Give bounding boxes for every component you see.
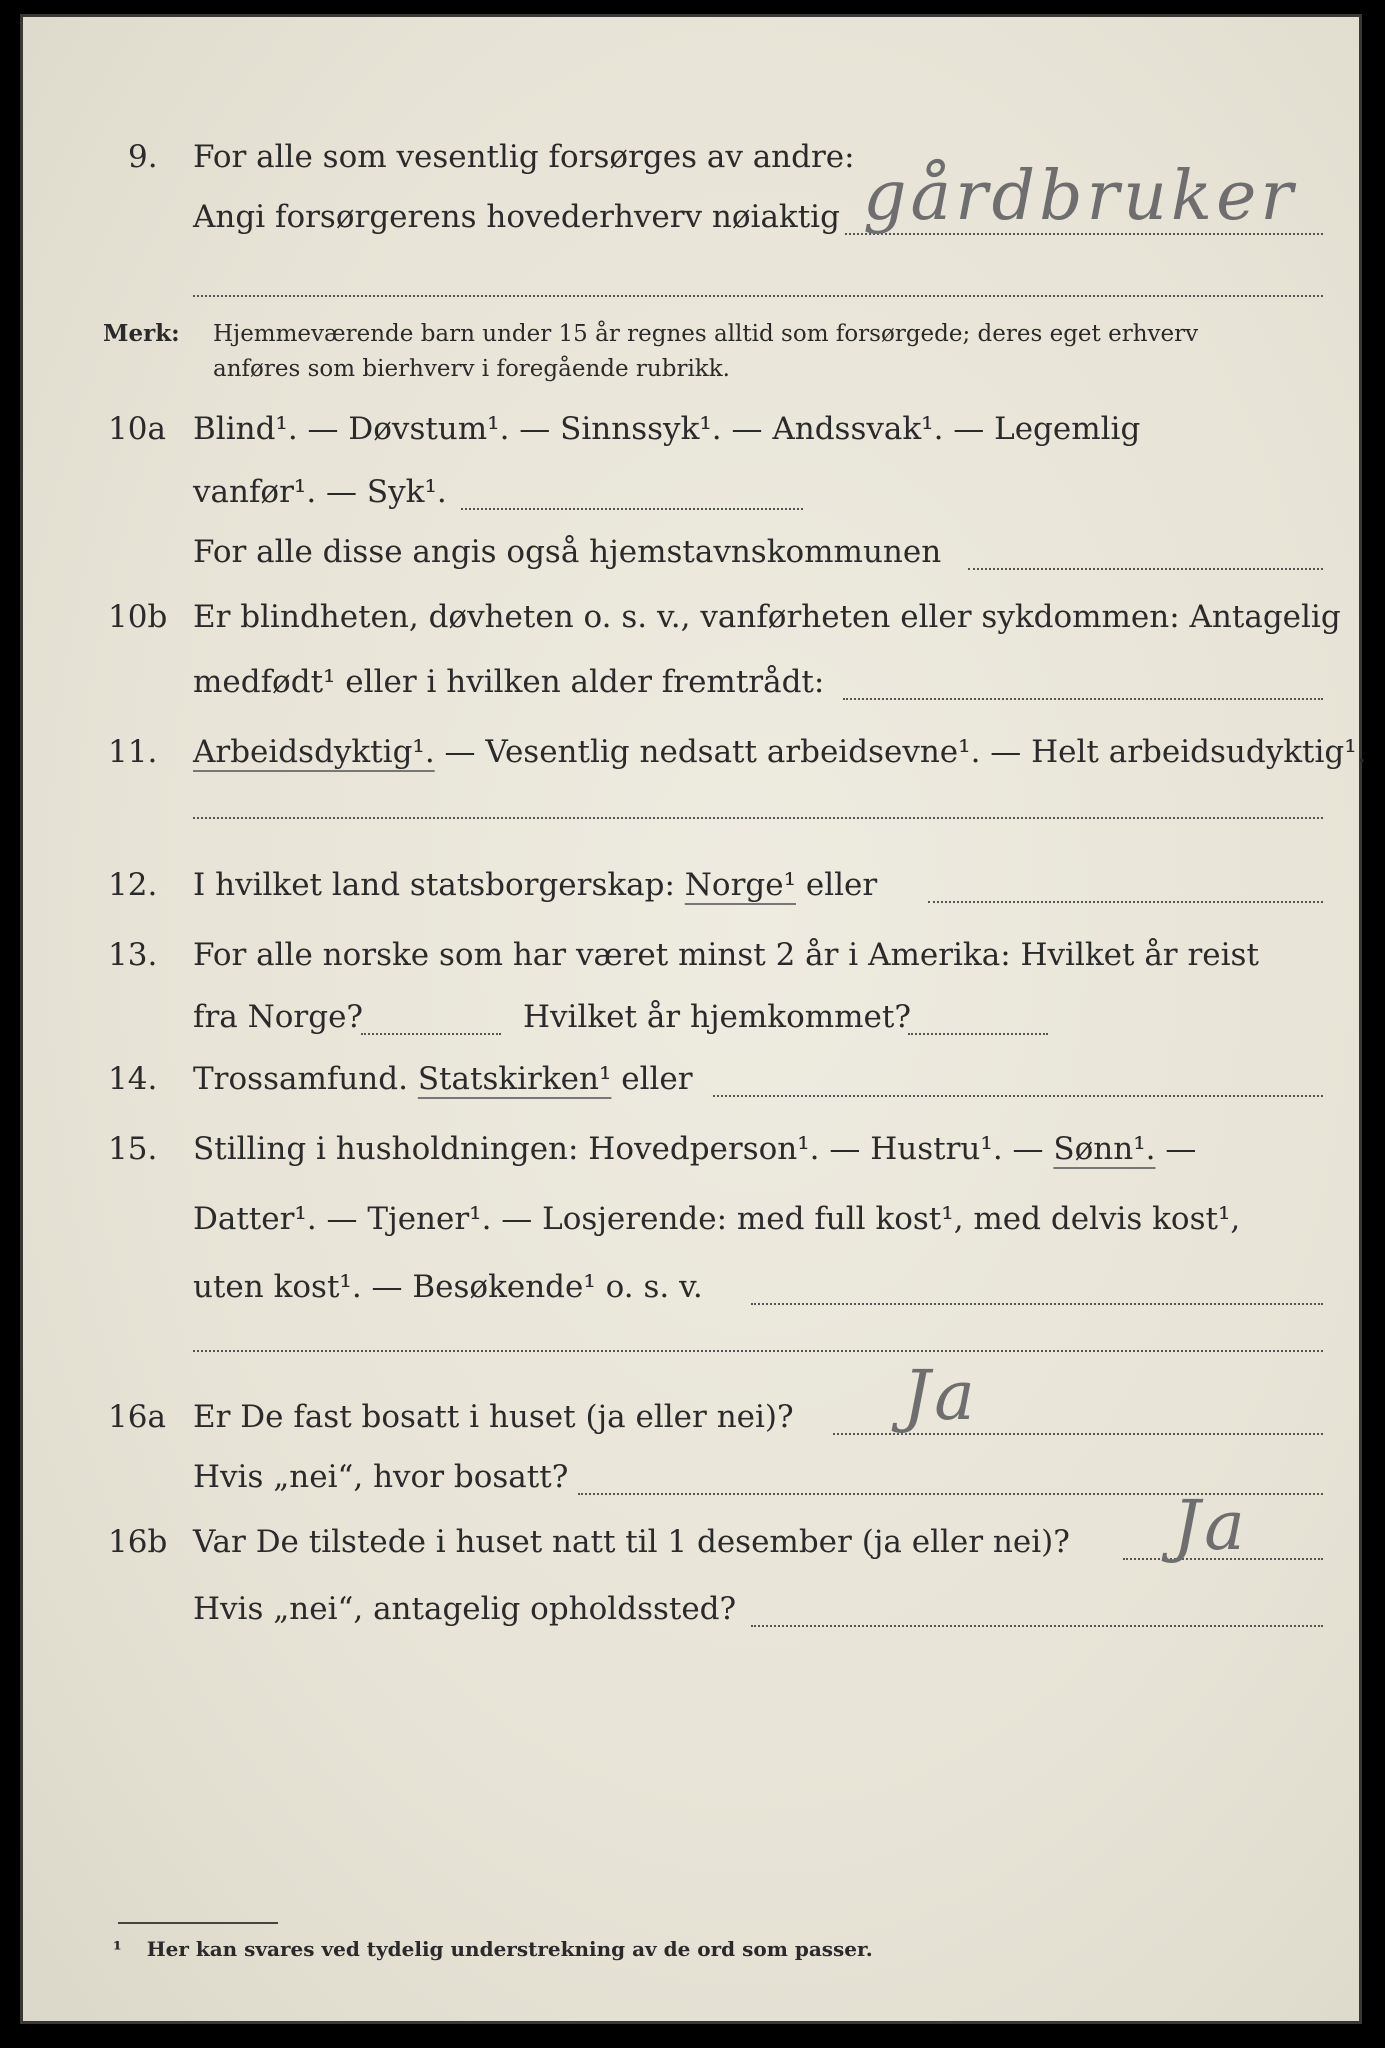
q13-line2: [23, 997, 1359, 1037]
q10a-hometown-line[interactable]: [968, 568, 1323, 570]
q11-text: [193, 732, 1367, 772]
q16b-text-2: Hvis „nei“, antagelig opholdssted?: [193, 1591, 737, 1627]
q15-selected-option: Sønn¹.: [1053, 1131, 1156, 1167]
q16b-number: 16b: [108, 1524, 168, 1560]
q14-prefix: Trossamfund.: [193, 1061, 418, 1097]
q16a-text-2: Hvis „nei“, hvor bosatt?: [193, 1459, 569, 1495]
q10a-number: 10a: [108, 411, 166, 447]
q15-line1: [23, 1129, 1359, 1169]
q15-extra-line[interactable]: [193, 1350, 1323, 1352]
q16a-line2: [23, 1457, 1359, 1497]
q15-answer-line[interactable]: [751, 1303, 1323, 1305]
footnote-rule: [118, 1922, 278, 1924]
q15-text-3: uten kost¹. — Besøkende¹ o. s. v.: [193, 1269, 703, 1305]
q11-line: [23, 732, 1367, 772]
q9-handwritten-answer: gårdbruker: [863, 157, 1297, 236]
q9-text-2: Angi forsørgerens hovederhverv nøiaktig: [193, 199, 840, 235]
q13-text-2a: fra Norge?: [193, 999, 364, 1035]
q16a-handwritten-answer: Ja: [903, 1357, 979, 1436]
q11-selected-option: Arbeidsdyktig¹.: [193, 734, 435, 770]
footnote-mark: ¹: [113, 1937, 122, 1961]
q13-return-line[interactable]: [908, 1033, 1048, 1035]
q15-options-a: Stilling i husholdningen: Hovedperson¹. — Hustru¹. —: [193, 1131, 1054, 1167]
q10b-line2: [23, 662, 1359, 702]
q14-text: [193, 1059, 693, 1099]
q16b-line2: [23, 1589, 1359, 1629]
q15-number: 15.: [108, 1131, 158, 1167]
merk-line2: [23, 349, 1359, 389]
q13-text-1: For alle norske som har været minst 2 år i Amerika: Hvilket år reist: [193, 937, 1259, 973]
q12-number: 12.: [108, 867, 158, 903]
q16a-number: 16a: [108, 1399, 166, 1435]
q9-extra-line[interactable]: [193, 295, 1323, 297]
q13-departure-line[interactable]: [361, 1033, 501, 1035]
q15-line3: [23, 1267, 1359, 1307]
footnote-text: Her kan svares ved tydelig understrekning av de ord som passer.: [146, 1937, 873, 1961]
q10a-line3: [23, 532, 1359, 572]
q12-text: [193, 865, 877, 905]
q10a-text-3: For alle disse angis også hjemstavnskommunen: [193, 534, 942, 570]
q13-line1: [23, 935, 1359, 975]
q16b-handwritten-answer: Ja: [1173, 1487, 1249, 1566]
q10b-line1: [23, 597, 1359, 637]
q14-answer-line[interactable]: [713, 1095, 1323, 1097]
q14-line: [23, 1059, 1359, 1099]
q10a-text-1: Blind¹. — Døvstum¹. — Sinnssyk¹. — Andssvak¹. — Legemlig: [193, 411, 1141, 447]
q15-line2: [23, 1199, 1359, 1239]
q12-prefix: I hvilket land statsborgerskap:: [193, 867, 685, 903]
q12-suffix: eller: [796, 867, 878, 903]
q13-text-2b: Hvilket år hjemkommet?: [523, 999, 911, 1035]
q15-text-2: Datter¹. — Tjener¹. — Losjerende: med full kost¹, med delvis kost¹,: [193, 1201, 1241, 1237]
q13-number: 13.: [108, 937, 158, 973]
q16b-line1: [23, 1522, 1359, 1562]
q11-extra-line[interactable]: [193, 817, 1323, 819]
q16a-line1: [23, 1397, 1359, 1437]
q15-text-1: [193, 1129, 1196, 1169]
q12-selected-option: Norge¹: [684, 867, 797, 903]
merk-text-1: Hjemmeværende barn under 15 år regnes alltid som forsørgede; deres eget erhverv: [213, 321, 1199, 347]
census-form-page: [20, 14, 1367, 2024]
q14-selected-option: Statskirken¹: [417, 1061, 612, 1097]
merk-label: Merk:: [103, 320, 180, 347]
q10b-text-2: medfødt¹ eller i hvilken alder fremtrådt:: [193, 664, 825, 700]
q10b-number: 10b: [108, 599, 168, 635]
merk-text-2: anføres som bierhverv i foregående rubrikk.: [213, 356, 730, 382]
q10a-line2: [23, 472, 1359, 512]
q9-number: 9.: [128, 139, 158, 175]
q16b-text-1: Var De tilstede i huset natt til 1 desember (ja eller nei)?: [193, 1524, 1070, 1560]
q14-suffix: eller: [611, 1061, 693, 1097]
q10b-text-1: Er blindheten, døvheten o. s. v., vanførheten eller sykdommen: Antagelig: [193, 599, 1341, 635]
q15-options-b: —: [1155, 1131, 1197, 1167]
q9-text-1: For alle som vesentlig forsørges av andre:: [193, 139, 855, 175]
footnote: [113, 1937, 873, 1961]
q16a-text-1: Er De fast bosatt i huset (ja eller nei)?: [193, 1399, 794, 1435]
q11-other-options: — Vesentlig nedsatt arbeidsevne¹. — Helt arbeidsudyktig¹.: [434, 734, 1367, 770]
q16b-location-line[interactable]: [751, 1625, 1323, 1627]
q14-number: 14.: [108, 1061, 158, 1097]
q11-number: 11.: [108, 734, 158, 770]
q12-line: [23, 865, 1359, 905]
q10b-answer-line[interactable]: [843, 698, 1323, 700]
q12-answer-line[interactable]: [928, 901, 1323, 903]
merk-line1: [23, 314, 1359, 354]
q10a-line1: [23, 409, 1359, 449]
q10a-answer-line[interactable]: [461, 508, 803, 510]
q10a-text-2: vanfør¹. — Syk¹.: [193, 474, 447, 510]
